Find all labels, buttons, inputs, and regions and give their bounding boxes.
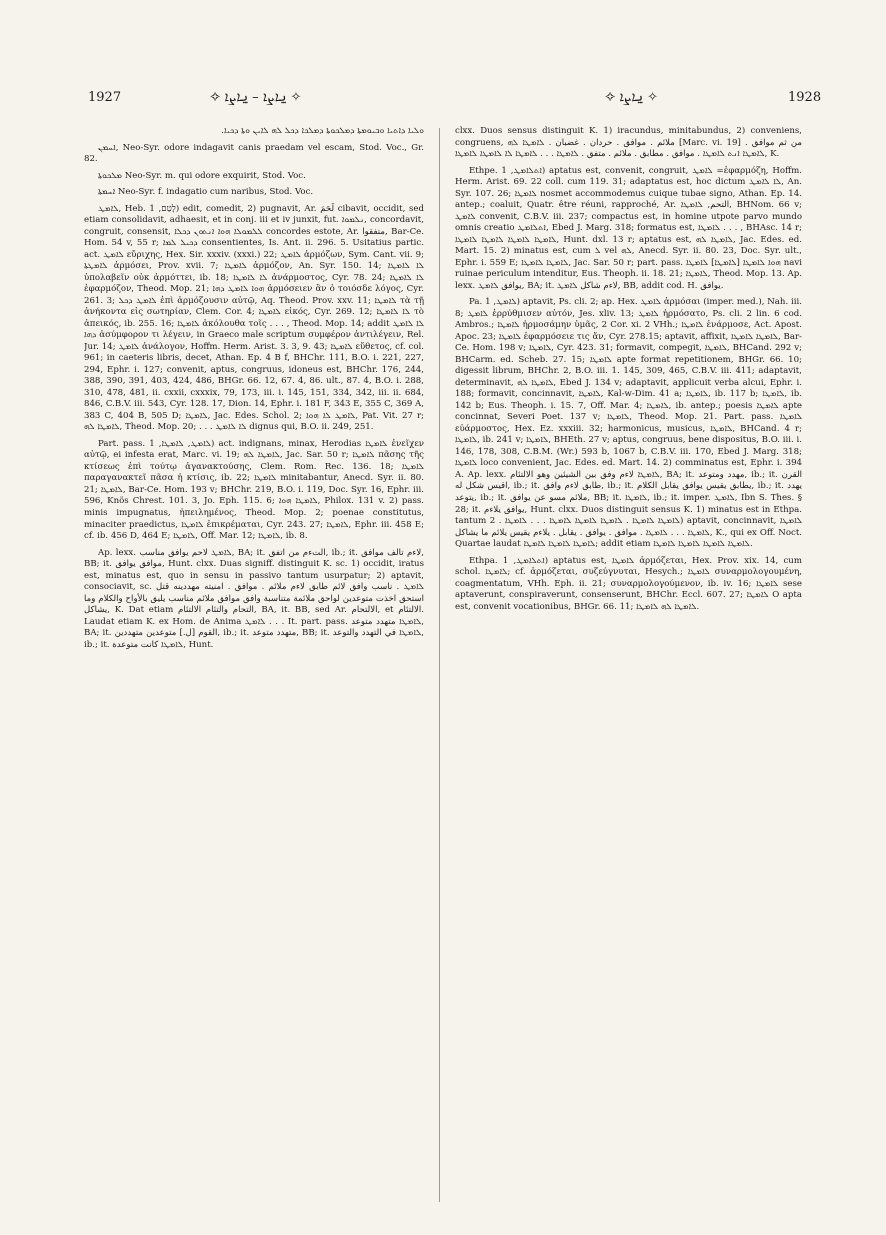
running-head-left: ✧ ݐܐܨܐ – ݐܐܨܐ ✧ <box>210 90 302 105</box>
left-column <box>84 126 424 1206</box>
entry-paragraph: ܐܚܡܢ, Neo-Syr. odore indagavit canis praedam vel escam, Stod. Voc., Gr. 82. <box>84 142 424 165</box>
entry-paragraph: ܘܠܝܐ ܕܐܬܝܐ ܘܒܝܘܡܬܐ ܕܡܠܟܘܬܐ ܕܡܠܟܐ ܕܟܠ ܠܗ ܠܐܝܢ ܘܬܐ ܕܟܝܐ. <box>221 126 424 136</box>
entry-paragraph: clxx. Duos sensus distinguit K. 1) iracundus, minitabundus, 2) conveniens, congruens, ملائم . موافق . حردان . غضبان . ܠܐܡܛܐ ܠܗ [Marc. vi. 19] من ثم موافق . ܠܐܡܛܐ ܐܢܬ ܠܐܡܛܐ . موافق . مطابق . ملائم . متفق . ܠܐܡܛܐ . . . ܠܐܡܛܐ ܠܐ ܠܐܡܛܐ ܠܐܡܛܐ, K. <box>455 126 802 160</box>
entry-paragraph: ܐܚܡܬܐ Neo-Syr. f. indagatio cum naribus, Stod. Voc. <box>98 187 314 198</box>
column-divider <box>439 128 440 1202</box>
page-header <box>0 0 886 120</box>
entry-paragraph: Ethpe. ܐܬܠܐܡܛ, 1) aptatus est, convenit, congruit, ܠܐܡܛ =ἐφαρμόζη, Hoffm. Herm. Arist. 69. 22 coll. cum 119. 31; adaptatus est, hoc dictum ܠܐ ܠܐܡܛ, An. Syr. 107. 26; ܠܐܡܛܐ nosmet accommodemus cuique tubae signo, Athan. Ep. 14. antep.; coaluit, Quatr. être réuni, rapproché, Ar. التحم, ܠܐܡܛܐ, BHNom. 66 v; ܠܐܡܛ convenit, C.B.V. iii. 237; compactus est, in homine utpote parvo mundo omnis creatio ܐܬܠܐܡܛ, Ebed J. Marg. 318; formatus est, ܠܐܡܛܐ . . . , BHAsc. 14 r; ܠܐܡܛܐ ܠܐܡܛܐ ܠܐܡܛܐ ܠܐܡܛܐ, Hunt. dxl. 13 r; aptatus est, ܠܐܡܛܐ ܠܗ, Jac. Edes. ed. Mart. 15. 2) minatus est, cum ܠ vel ܠܗ, Anecd. Syr. ii. 80. 23, Doc. Syr. ult., Ephr. i. 559 E; ܠܐܡܛܐ ܠܐܡܛܐ, Jac. Sar. 50 r; part. pass. ܗܘܐ ܠܐܡܛܐ [ܠܐܡܛܐ] ܠܐܡܛܐ navi ruinae periculum intenditur, Eus. Theoph. ii. 18. 21; ܠܐܡܛܐ, Theod. Mop. 13. Ap. lexx. يوافق ܠܐܡܛ, BA; it. لاءم شاكل ܠܐܡܛ, BB, addit cod. H. يوافق. <box>455 165 802 291</box>
right-column <box>455 126 802 1206</box>
entry-paragraph: ܠܐܡܛ, Heb. לָטַם, 1) edit, comedit, 2) pugnavit, Ar. لَحَمَ cibavit, occidit, sed etiam consolidavit, adhaesit, et in conj. iii et iv junxit, fut. ܢܠܡܘܐ, concordavit, congruit, consensit, ܠܠܡܘܠܐ ܗܘܐ ܐܢܬܘܢ ܕܟܠܐ concordes estote, Ar. متفقوا, Bar-Ce. Hom. 54 v, 55 r; ܕܟܝܠ ܠܡܐ consentientes, Is. Ant. ii. 296. 5. Usitatius partic. act. ܠܐܡܛ εὔριχης, Hex. Sir. xxxiv. (xxxi.) 22; ܠܐܡܛ ἁρμόζων, Sym. Cant. vii. 9; ܠܐܡܛܬܐ ἁρμόσει, Prov. xvii. 7; ܠܐܡܛܐ ἁρμόζον, An. Syr. 150. 14; ܠܐ ܠܐܡܛܐ ὑπολαβεῖν οὐκ ἁρμόττει, ib. 18; ܠܐ ܠܐܡܛܐ ἀνάρμοστος, Cyr. 78. 24; ܠܐ ܠܐܡܛܐ ἐφαρμόζον, Theod. Mop. 21; ܗܘܐ ܠܐܡܛ ܕܗܐ ἁρμόσειεν ἂν ὁ τοιόσδε λόγος, Cyr. 261. 3; ܠܐܡܛ ܕܟܠ ἐπὶ ἁρμόζουσιν αὐτῷ, Aq. Theod. Prov. xxv. 11; ܠܐܡܛܐ τὰ τῇ ἀνήκοντα εἰς σωτηρίαν, Clem. Cor. 4; ܠܐܡܛܐ εἰκός, Cyr. 269. 12; ܠܐ ܠܐܡܛܐ τὸ ἀπεικός, ib. 255. 16; ܠܐܡܛܐ ἀκόλουθα τοῖς . . . , Theod. Mop. 14; addit ܠܐ ܠܐܡܛ ܕܗܐ ἀσύμφορον τι λέγειν, in Graeco male scriptum συμφέρον ἀντιλέγειν, Rel. Jur. 14; ܠܐܡܛ ἀνάλογον, Hoffm. Herm. Arist. 3. 3, 9. 43; ܠܐܡܛܐ εὔθετος, cf. col. 961; in caeteris libris, decet, Athan. Ep. 4 B f, BHChr. 111, B.O. i. 221, 227, 294, Ephr. i. 127; convenit, aptus, congruus, idoneus est, BHChr. 176, 244, 388, 390, 391, 403, 424, 486, BHGr. 66. 12, 67. 4, 86. ult., 87. 4, B.O. i. 288, 310, 478, 481, ii. cxxii, cxxxix, 79, 173, iii. i. 145, 151, 334, 342, iii. ii. 684, 846, C.B.V. iii. 543, Cyr. 128. 17, Dion. 14, Ephr. i. 181 F, 343 E, 355 C, 369 A, 383 C, 404 B, 505 D; ܠܐܡܛܐ, Jac. Edes. Schol. 2; ܠܐܡܛ ܠܐ ܗܘܐ, Pat. Vit. 27 r; ܠܐܡܛܐ ܠܗ, Theod. Mop. 20; . . . ܠܐ ܠܐܡܛ dignus qui, B.O. ii. 249, 251. <box>84 203 424 433</box>
entry-paragraph: Part. pass. ܠܐܡܛ, ܠܐܡܛܐ, 1) act. indignans, minax, Herodias ܠܐܡܛܐ ἐνεῖχεν αὐτῷ, ei infesta erat, Marc. vi. 19; ܠܐܡܛܐ ܠܗ, Jac. Sar. 50 r; ܠܐܡܛܐ πᾶσης τῆς κτίσεως ἐπὶ τούτῳ ἀγανακτούσης, Clem. Rom. Rec. 136. 18; ܠܐܡܛܐ παραγανακτεῖ πᾶσα ἡ κτίσις, ib. 22; ܠܐܡܛܐ minitabantur, Anecd. Syr. ii. 80. 21; ܠܐܡܛܐ, Bar-Ce. Hom. 193 v; BHChr. 219, B.O. i. 119, Doc. Syr. 16, Ephr. iii. 596, Knös Chrest. 101. 3, Jo. Eph. 115. 6; ܠܐܡܛܐ ܗܘܐ, Philox. 131 v. 2) pass. minis impugnatus, ἠπειλημένος, Theod. Mop. 2; poenae constitutus, minaciter praedictus, ܠܐܡܛܐ ἐπικρέμαται, Cyr. 243. 27; ܠܐܡܛܐ, Ephr. iii. 458 E; cf. ib. 456 D, 464 E; ܠܐܡܛܐ, Off. Mar. 12; ܠܐܡܛܐ, ib. 8. <box>84 438 424 542</box>
entry-paragraph: Pa. ܠܐܡܛ, 1) aptavit, Ps. cli. 2; ap. Hex. ܠܐܡܛ ἁρμόσαι (imper. med.), Nah. iii. 8; ܠܐܡܛ ἐρρύθμισεν αὐτόν, Jes. xliv. 13; ܠܐܡܛ ἡρμόσατο, Ps. cli. 2 lin. 6 cod. Ambros.; ܠܐܡܛܐ ἡρμοσάμην ὑμᾶς, 2 Cor. xi. 2 VHh.; ܠܐܡܛܐ ἐνάρμοσε, Act. Apost. Apoc. 23; ܠܐܡܛܐ ἐφαρμόσειε τις ἄν, Cyr. 278.15; aptavit, affixit, ܠܐܡܛܐ ܠܐܡܛܐ, Bar-Ce. Hom. 198 v; ܠܐܡܛܐ, Cyr. 423. 31; formavit, compegit, ܠܐܡܛܐ, BHCand. 292 v; BHCarm. ed. Scheb. 27. 15; ܠܐܡܛܐ apte format repetitionem, BHGr. 66. 10; digessit librum, BHChr. 2, B.O. iii. 1. 145, 309, 465, C.B.V. iii. 411; adaptavit, determinavit, ܠܐܡܛܐ ܠܗ, Ebed J. 134 v; adaptavit, applicuit verba alcui, Ephr. i. 188; formavit, concinnavit, ܠܐܡܛܐ, Kal-w-Dim. 41 a; ܠܐܡܛܐ, ib. 117 b; ܠܐܡܛܐ, ib. 142 b; Eus. Theoph. i. 15. 7, Off. Mar. 4; ܠܐܡܛܐ, ib. antep.; poesis ܠܐܡܛܐ apte concinnat, Severi Poet. 137 v; ܠܐܡܛܐ, Theod. Mop. 21. Part. pass. ܠܐܡܛܐ εὐάρμοστος, Hex. Ez. xxxiii. 32; harmonicus, musicus, ܠܐܡܛܐ, BHCand. 4 r; ܠܐܡܛܐ, ib. 241 v; ܠܐܡܛܐ, BHEth. 27 v; aptus, congruus, bene dispositus, B.O. iii. i. 146, 178, 308, C.B.M. (Wr.) 593 b, 1067 b, C.B.V. iii. 170, Ebed J. Marg. 318; ܠܐܡܛܐ loco convenient, Jac. Edes. ed. Mart. 14. 2) comminatus est, Ephr. i. 394 A. Ap. lexx. ܠܐܡܛܐ لاءم وفق بين الشيئين وهو الالتئام, BA; it. مهدد ومتوعد, ib.; it. القرن اقيس شكل له, ib.; it. طابق لاءم وافق, ib.; it. يطابق يقيس يوافق يقابل الكلام, ib.; it. يهدد يتوعد, ib.; it. ملائم مسو عن يوافق, BB; it. ܠܐܡܛܐ, ib.; it. imper. ܠܐܡܛ, Ibn S. Thes. § 28; it. يوافق يلاءم, Hunt. clxx. Duos distinguit sensus K. 1) minatus est in Ethpa. tantum ܠܐܡܛܐ ܠܐܡܛܐ . ܠܐܡܛܐ ܠܐܡܛܐ ܠܐܡܛܐ . . . ܠܐܡܛܐ . 2) aptavit, concinnavit, ܠܐܡܛܐ ܠܐܡܛܐ . . . ܠܐܡܛܐ . موافق . يوافق . يقابل . يلاءم يقيس يلائم ما يشاكل, K., qui ex Off. Noct. Quartae laudat ܠܐܡܛܐ ܠܐܡܛܐ ܠܐܡܛܐ; addit etiam ܠܐܡܛܐ ܠܐܡܛܐ ܠܐܡܛܐ ܠܐܡܛܐ. <box>455 297 802 550</box>
running-head-right: ✧ ݐܐܨܐ ✧ <box>605 90 659 105</box>
entry-paragraph: Ap. lexx. ܠܐܡܛ لاحم يوافق مناسب, BA; it. التءم من اتفق, ib.; it. لاءم تالف موافق, BB; it. موافق يوافق, Hunt. clxx. Duas signiff. distinguit K. sc. 1) occidit, iratus est, minatus est, quo in sensu in passivo tantum usurpatur; 2) aptavit, consociavit, sc. ܠܐܡܛ . ناسب وافق لائم طابق لاءم ملائم . موافق . امنيته مهددينه قتل استحق اخذت متوعدين لواحق ملائمة متناسبة وافق موافق ملائم مناسب يليق بالأواح والكلام وما يشاكل, K. Dat etiam التحام والتئام الالتئام, BA, it. BB, sed Ar. الالتحام, et الالتئام. Laudat etiam K. ex Hom. de Anima ܠܐܡܛ . . . It. part. pass. ܠܐܡܛܐ متهدد متوعد, BA; it. القوم [ل.] متوعدين متهددين, ib.; it. متهدد متوعد, BB; it. ܠܐܡܛܐ في التهدد والتوعد, ib.; it. ܠܐܡܛܐ كانت متوعدة, Hunt. <box>84 547 424 650</box>
entry-paragraph: ܡܠܟܘܬܐ Neo-Syr. m. qui odore exquirit, Stod. Voc. <box>98 170 306 181</box>
page-number-right: 1928 <box>788 90 822 105</box>
entry-paragraph: Ethpa. ܐܬܠܐܡܛ, 1) aptatus est, ܠܐܡܛܐ ἁρμόζεται, Hex. Prov. xix. 14, cum schol. ܠܐܡܛܐ; cf. ἁρμόζεται, συζεύγνυται, Hesych.; ܠܐܡܛܐ συναρμολογουμένη, coagmentatum, VHh. Eph. ii. 21; συναρμολογούμενον, ib. iv. 16; ܠܐܡܛܐ sese aptaverunt, conspiraverunt, consenserunt, BHChr. Eccl. 607. 27; ܠܐܡܛܐ O apta est, convenit vocationibus, BHGr. 66. 11; ܠܐܡܛܐ ܠܗ ܠܐܡܛܐ. <box>455 555 802 612</box>
page-number-left: 1927 <box>88 90 122 105</box>
